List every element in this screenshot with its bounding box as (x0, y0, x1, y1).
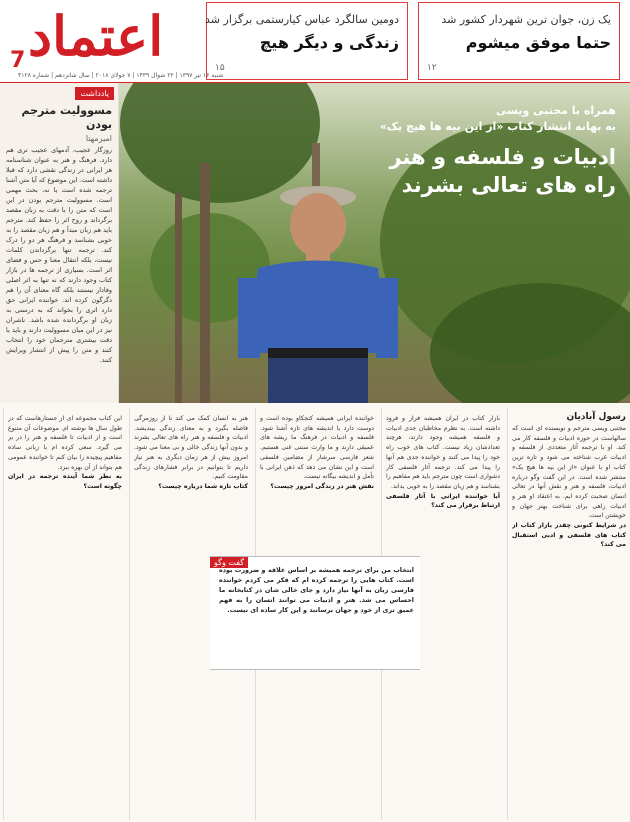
page-number: 7 (10, 48, 26, 73)
sidebar-label: یادداشت (75, 87, 114, 100)
photo-headline: ادبیات و فلسفه و هنر (389, 145, 616, 169)
pull-quote-text: انتخاب من برای ترجمه همیشه بر اساس علاقه و ضرورت بوده است. کتاب هایی را ترجمه کرده ام که فکر می کردم خواننده فارسی زبان به آنها نیاز دارد و جای خالی شان در کتابخانه ما احساس می شد. هنر و ادبیات می توانند انسان را به فهم عمیق تری از خود و جهان برسانند و این کار ساده ای نیست. (219, 566, 414, 614)
teaser-1[interactable] (418, 2, 620, 80)
question: آیا خواننده ایرانی با آثار فلسفی ارتباط برقرار می کند؟ (386, 492, 500, 510)
photo-title-block (380, 103, 616, 199)
photo-headline: راه های تعالی بشرند (401, 173, 616, 197)
person-figure (238, 183, 398, 403)
teaser-page: ۱۲ (427, 63, 437, 73)
column-1 (507, 408, 630, 820)
teaser-page: ۱۵ (215, 63, 225, 73)
pull-quote (210, 556, 420, 670)
pull-quote-tag: گفت وگو (210, 557, 248, 568)
question: به نظر شما آینده ترجمه در ایران چگونه است؟ (8, 473, 122, 490)
sidebar-title: مسوولیت مترجم بودن (21, 104, 112, 131)
column-text: هنر به انسان کمک می کند تا از روزمرگی فاصله بگیرد و به معنای زندگی بیندیشد. ادبیات و فلسفه و هنر راه های تعالی بشرند و بدون آنها زندگی خالی و بی معنا می شود. امروز بیش از هر زمان دیگری به هنر نیاز داریم تا بتوانیم در برابر فشارهای زندگی مقاومت کنیم. کتاب تازه شما درباره چیست؟ (134, 415, 248, 490)
teaser-title: حتما موفق میشوم (465, 33, 611, 52)
logo: اعتماد (28, 4, 164, 68)
page-header (0, 0, 630, 83)
question: در شرایط کنونی چقدر بازار کتاب از کتاب های فلسفی و ادبی استقبال می کند؟ (512, 522, 626, 549)
column-heading: رسول آبادیان (566, 412, 626, 422)
column-text: این کتاب مجموعه ای از جستارهاست که در طول سال ها نوشته ام. موضوعات آن متنوع است و از ادبیات تا فلسفه و هنر را در بر می گیرد. سعی کرده ام با زبانی ساده مفاهیم پیچیده را بیان کنم تا خواننده عمومی هم بتواند از آن بهره ببرد. به نظر شما آینده ترجمه در ایران چگونه است؟ (8, 415, 122, 490)
column-5 (3, 408, 126, 820)
question: نقش هنر در زندگی امروز چیست؟ (270, 482, 374, 490)
teaser-kicker: یک زن، جوان ترین شهردار کشور شد (441, 13, 611, 26)
column-text: مجتبی ویسی مترجم و نویسنده ای است که سالهاست در حوزه ادبیات و فلسفه کار می کند. او با ترجمه آثار متعددی از فلسفه و ادبیات غرب شناخته می شود و تازه ترین کتاب او با عنوان «از این بیه ها هیچ یک» منتشر شده است. در این گفت وگو درباره ادبیات، فلسفه و هنر و نقش آنها در تعالی انسان صحبت کرده ایم. به اعتقاد او هنر و ادبیات راهی برای شناخت بهتر جهان و خویشتن است. در شرایط کنونی چقدر بازار کتاب از کتاب های فلسفی و ادبی استقبال می کند؟ (512, 425, 626, 549)
teaser-kicker: دومین سالگرد عباس کیارستمی برگزار شد (205, 13, 399, 26)
article-body (0, 408, 630, 820)
sidebar-column (0, 83, 119, 403)
column-text: بازار کتاب در ایران همیشه فراز و فرود داشته است. به نظرم مخاطبان جدی ادبیات و فلسفه همیشه وجود دارند، هرچند تعدادشان زیاد نیست. کتاب های خوب راه خود را پیدا می کنند و خواننده جدی هم آنها را پیدا می کند. ترجمه آثار فلسفی کار دشواری است چون مترجم باید هم مفاهیم را بشناسد و هم زبان مقصد را به خوبی بداند. آیا خواننده ایرانی با آثار فلسفی ارتباط برقرار می کند؟ (386, 415, 500, 510)
dateline: شنبه ۱۶ تیر ۱۳۹۷ | ۲۲ شوال ۱۴۳۹ | ۷ جولای ۲۰۱۸ | سال شانزدهم | شماره ۴۱۲۸ (18, 72, 224, 79)
teaser-title: زندگی و دیگر هیچ (259, 33, 399, 52)
column-text: خواننده ایرانی همیشه کنجکاو بوده است و دوست دارد با اندیشه های تازه آشنا شود. فلسفه و ادبیات در فرهنگ ما ریشه های عمیقی دارند و ما وارث سنتی غنی هستیم. شعر فارسی سرشار از مضامین فلسفی است و این نشان می دهد که ذهن ایرانی با تأمل و اندیشه بیگانه نیست. نقش هنر در زندگی امروز چیست؟ (260, 415, 374, 490)
question: کتاب تازه شما درباره چیست؟ (158, 482, 248, 490)
teaser-2[interactable] (206, 2, 408, 80)
photo-kicker: همراه با مجتبی ویسی (496, 104, 616, 117)
sidebar-text: روزگار عجیب، آدمهای عجیب تری هم دارد. فرهنگ و هنر به عنوان شناسنامه هر ایرانی در زندگی نقشی دارد که قبلا داشته است. این موضوع که آیا متن آشنا ترجمه شده است یا نه، بحث مهمی است. مسوولیت مترجم بودن در این است که متن را با دقت به زبان مقصد برگرداند و روح اثر را حفظ کند. مترجم باید هم زبان مبدأ و هم زبان مقصد را به خوبی بشناسد و فرهنگ هر دو را درک کند. ترجمه تنها برگرداندن کلمات نیست، بلکه انتقال معنا و حس و فضای اثر است. بسیاری از ترجمه ها در بازار کتاب وجود دارند که نه تنها به اثر اصلی وفادار نیستند بلکه گاه معنای آن را هم دگرگون کرده اند. خواننده ایرانی حق دارد اثری را بخواند که به درستی به زبان او برگردانده شده باشد. ناشران نیز در این میان مسوولیت دارند و باید با دقت بیشتری مترجمان خود را انتخاب کنند و متن را پیش از انتشار ویرایش کنند. (6, 146, 112, 364)
photo-kicker: به بهانه انتشار کتاب «از این بیه ها هیچ یک» (379, 120, 616, 133)
sidebar-author: امیرمهتا (85, 134, 112, 143)
